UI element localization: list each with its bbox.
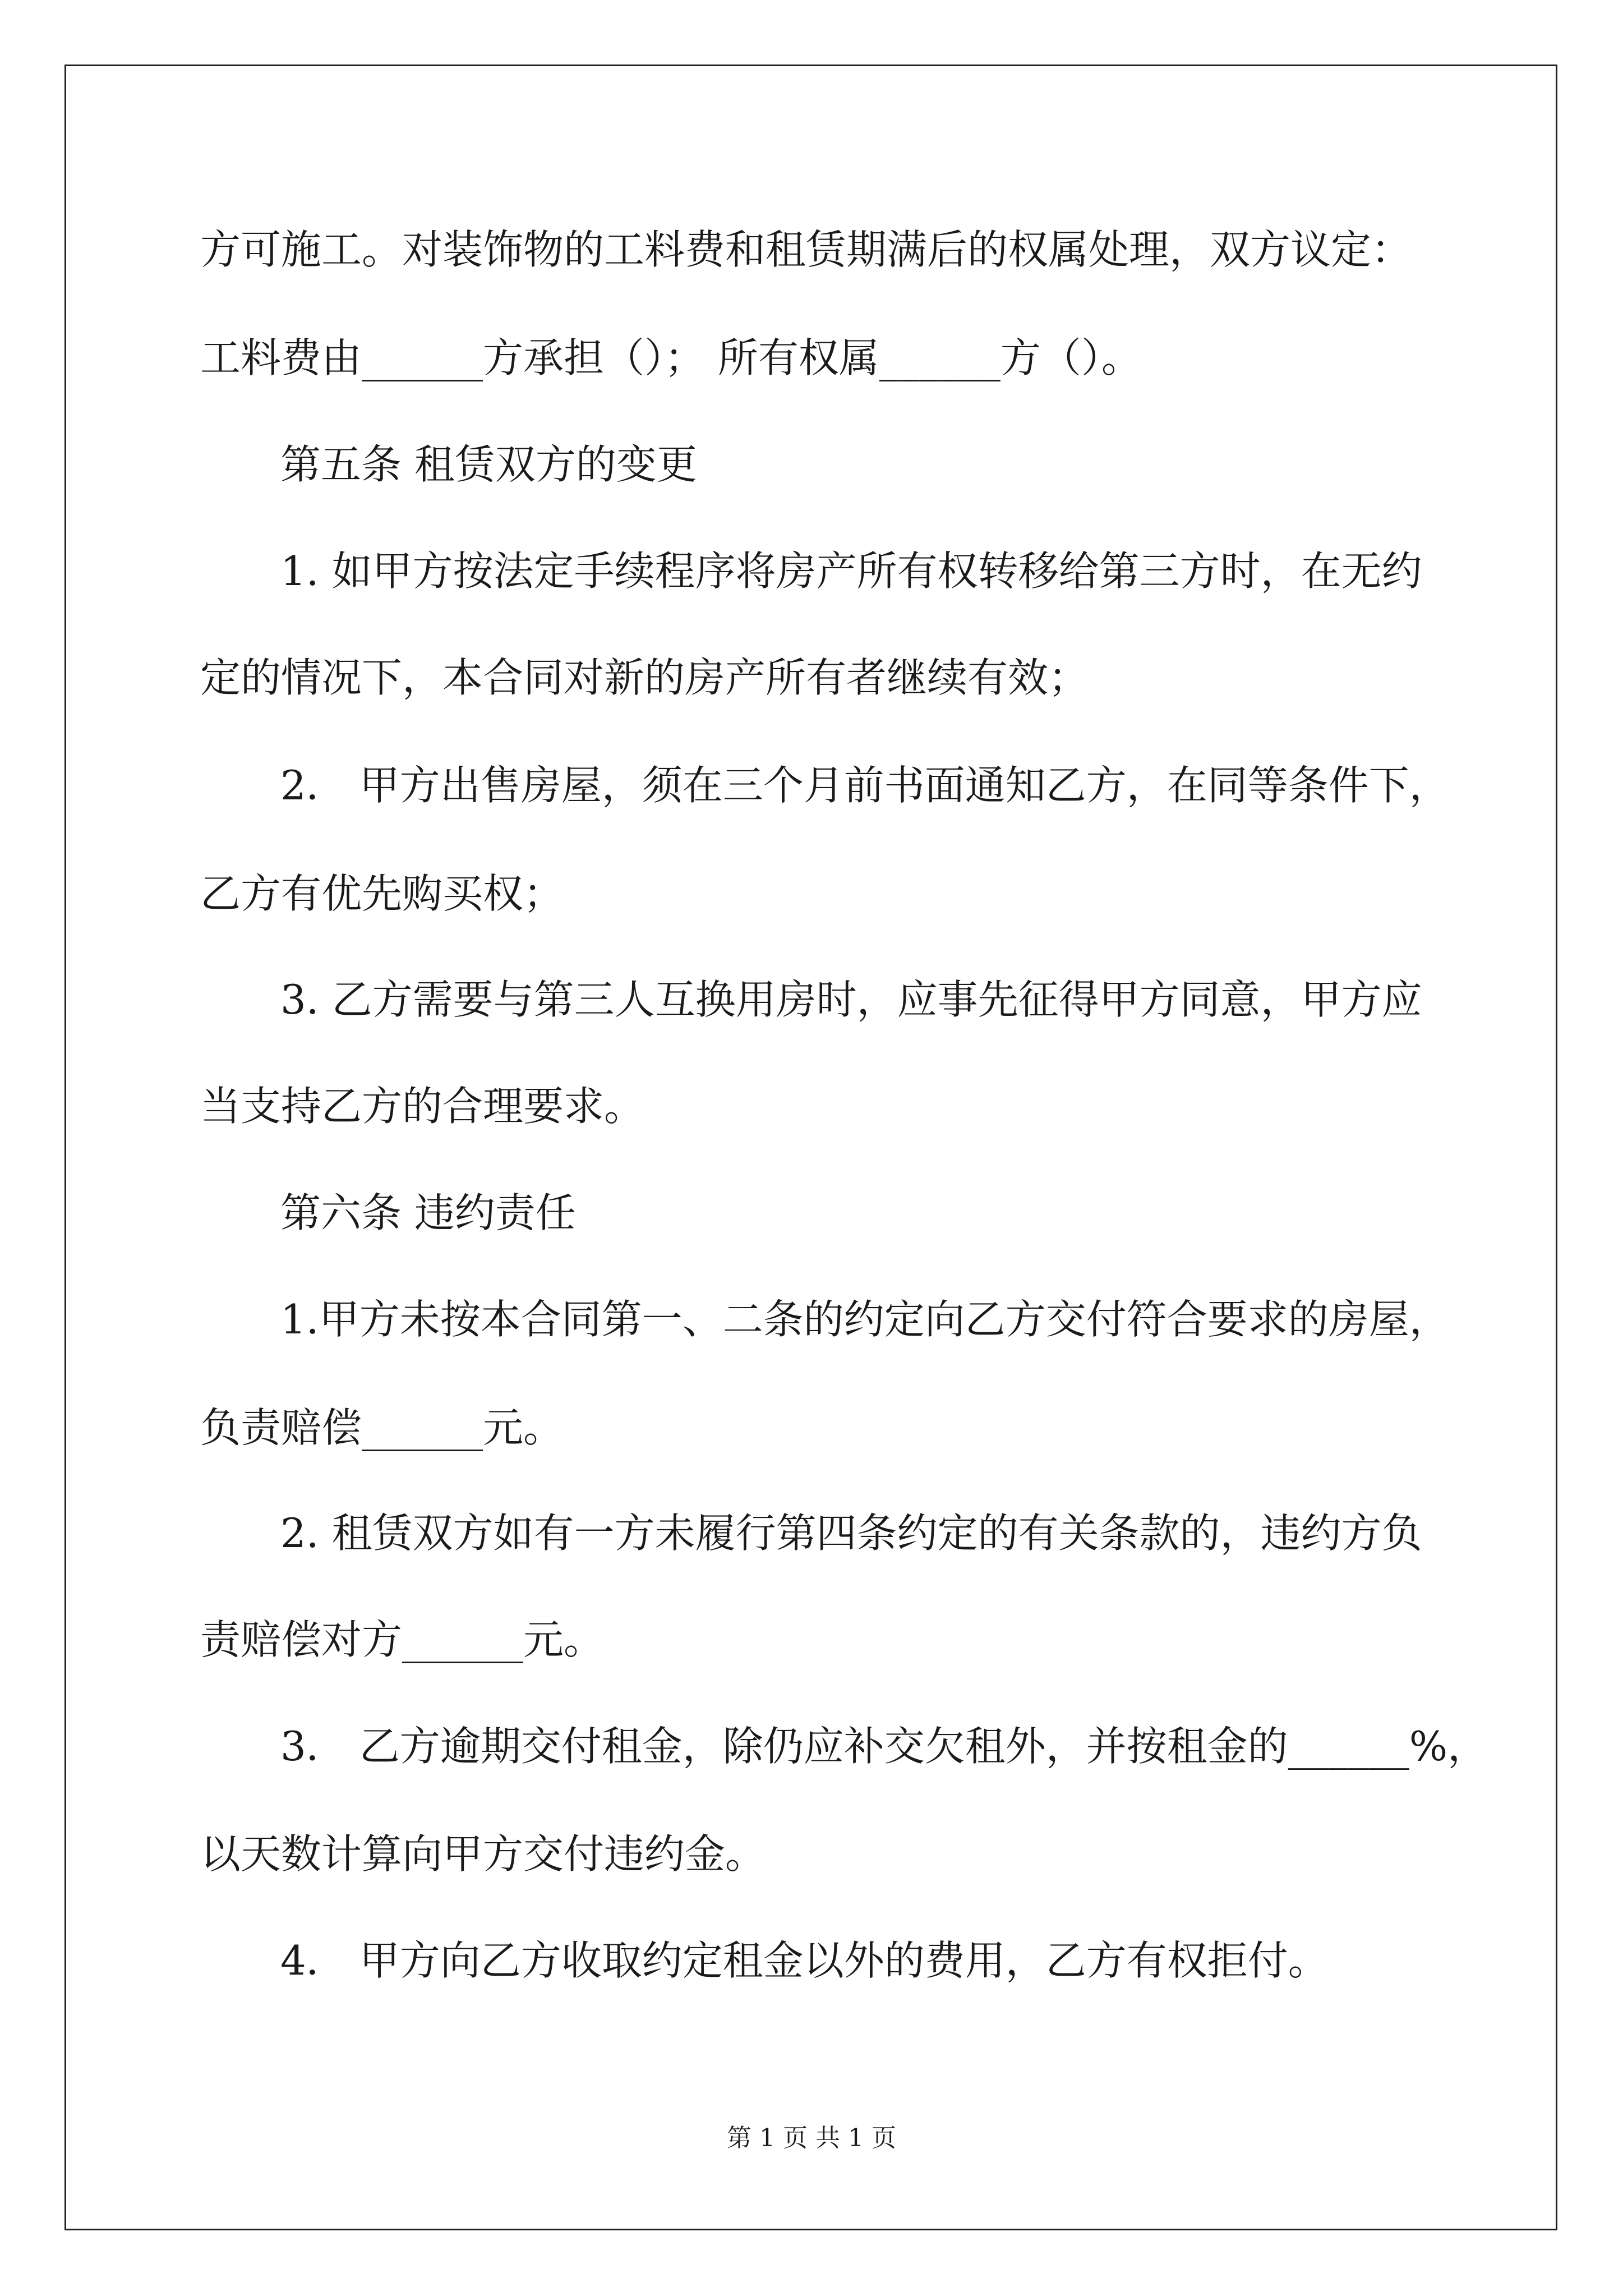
text-line: 3. 乙方需要与第三人互换用房时，应事先征得甲方同意，甲方应: [280, 976, 1422, 1023]
text-line: 2． 甲方出售房屋，须在三个月前书面通知乙方，在同等条件下，: [280, 762, 1450, 809]
text-line: 4． 甲方向乙方收取约定租金以外的费用，乙方有权拒付。: [280, 1937, 1329, 1984]
section-heading: 第五条 租赁双方的变更: [280, 441, 697, 488]
text-line: 定的情况下，本合同对新的房产所有者继续有效；: [200, 654, 1089, 701]
text-line: 3． 乙方逾期交付租金，除仍应补交欠租外，并按租金的______%，: [280, 1723, 1488, 1770]
text-line: 2. 租赁双方如有一方未履行第四条约定的有关条款的，违约方负: [280, 1510, 1422, 1557]
text-line: 工料费由______方承担（）； 所有权属______方（）。: [200, 334, 1142, 381]
text-line: 1. 如甲方按法定手续程序将房产所有权转移给第三方时，在无约: [280, 547, 1422, 595]
section-heading: 第六条 违约责任: [280, 1189, 576, 1236]
page-border: [64, 65, 1557, 2230]
text-line: 责赔偿对方______元。: [200, 1616, 605, 1663]
page-footer: 第 1 页 共 1 页: [727, 2124, 896, 2152]
text-line: 1.甲方未按本合同第一、二条的约定向乙方交付符合要求的房屋，: [280, 1296, 1450, 1343]
text-line: 以天数计算向甲方交付违约金。: [200, 1830, 766, 1878]
text-line: 负责赔偿______元。: [200, 1404, 564, 1451]
text-line: 当支持乙方的合理要求。: [200, 1083, 645, 1130]
text-line: 乙方有优先购买权；: [200, 870, 564, 917]
text-line: 方可施工。对装饰物的工料费和租赁期满后的权属处理，双方议定：: [200, 226, 1412, 273]
